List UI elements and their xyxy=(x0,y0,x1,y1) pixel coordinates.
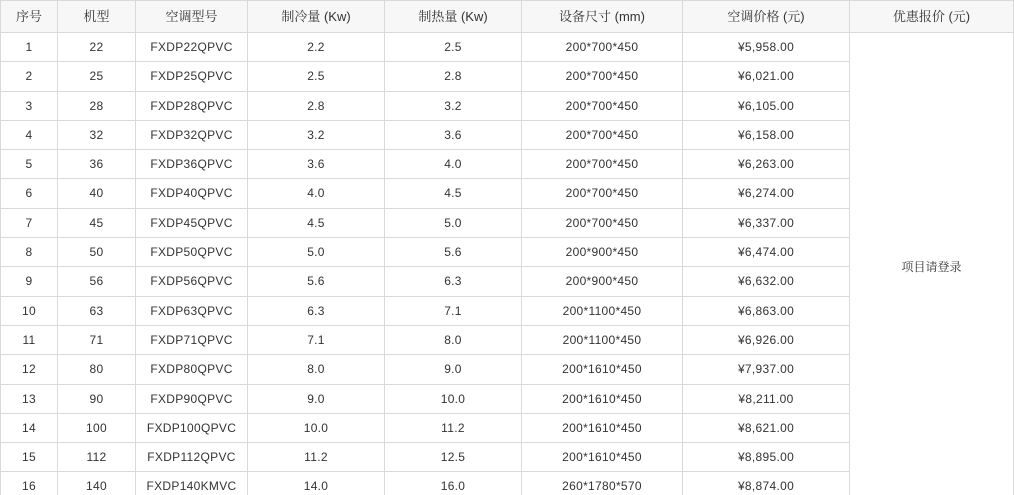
cell-dimensions: 200*1610*450 xyxy=(522,443,683,472)
cell-ac-model: FXDP100QPVC xyxy=(136,413,248,442)
cell-ac-model: FXDP50QPVC xyxy=(136,238,248,267)
cell-heating-capacity: 16.0 xyxy=(385,472,522,495)
cell-ac-model: FXDP80QPVC xyxy=(136,355,248,384)
cell-heating-capacity: 5.6 xyxy=(385,238,522,267)
cell-heating-capacity: 10.0 xyxy=(385,384,522,413)
cell-heating-capacity: 12.5 xyxy=(385,443,522,472)
cell-ac-model: FXDP56QPVC xyxy=(136,267,248,296)
cell-cooling-capacity: 5.0 xyxy=(248,238,385,267)
cell-cooling-capacity: 3.2 xyxy=(248,120,385,149)
cell-cooling-capacity: 7.1 xyxy=(248,325,385,354)
column-header-cooling-capacity: 制冷量 (Kw) xyxy=(248,1,385,33)
cell-dimensions: 200*900*450 xyxy=(522,238,683,267)
cell-heating-capacity: 2.8 xyxy=(385,62,522,91)
cell-dimensions: 200*1610*450 xyxy=(522,355,683,384)
cell-dimensions: 200*900*450 xyxy=(522,267,683,296)
cell-cooling-capacity: 6.3 xyxy=(248,296,385,325)
cell-dimensions: 200*1610*450 xyxy=(522,384,683,413)
table-row xyxy=(1,33,1014,62)
cell-ac-model: FXDP36QPVC xyxy=(136,150,248,179)
cell-machine-type: 40 xyxy=(58,179,136,208)
cell-index: 1 xyxy=(1,33,58,62)
cell-index: 6 xyxy=(1,179,58,208)
cell-dimensions: 200*1100*450 xyxy=(522,296,683,325)
cell-price: ¥6,632.00 xyxy=(683,267,850,296)
table-header xyxy=(1,1,1014,33)
cell-dimensions: 200*700*450 xyxy=(522,91,683,120)
cell-machine-type: 100 xyxy=(58,413,136,442)
cell-index: 8 xyxy=(1,238,58,267)
cell-machine-type: 28 xyxy=(58,91,136,120)
cell-price: ¥6,263.00 xyxy=(683,150,850,179)
cell-index: 15 xyxy=(1,443,58,472)
cell-dimensions: 200*1100*450 xyxy=(522,325,683,354)
cell-cooling-capacity: 9.0 xyxy=(248,384,385,413)
cell-machine-type: 80 xyxy=(58,355,136,384)
cell-machine-type: 56 xyxy=(58,267,136,296)
cell-dimensions: 200*700*450 xyxy=(522,120,683,149)
table-body xyxy=(1,33,1014,495)
cell-cooling-capacity: 2.5 xyxy=(248,62,385,91)
column-header-index: 序号 xyxy=(1,1,58,33)
cell-dimensions: 200*700*450 xyxy=(522,208,683,237)
cell-machine-type: 63 xyxy=(58,296,136,325)
cell-machine-type: 140 xyxy=(58,472,136,495)
cell-cooling-capacity: 4.5 xyxy=(248,208,385,237)
cell-cooling-capacity: 2.8 xyxy=(248,91,385,120)
cell-ac-model: FXDP63QPVC xyxy=(136,296,248,325)
table-header-row xyxy=(1,1,1014,33)
cell-machine-type: 25 xyxy=(58,62,136,91)
cell-ac-model: FXDP28QPVC xyxy=(136,91,248,120)
cell-index: 4 xyxy=(1,120,58,149)
cell-heating-capacity: 3.6 xyxy=(385,120,522,149)
cell-index: 13 xyxy=(1,384,58,413)
cell-price: ¥6,926.00 xyxy=(683,325,850,354)
cell-ac-model: FXDP25QPVC xyxy=(136,62,248,91)
cell-price: ¥6,337.00 xyxy=(683,208,850,237)
cell-index: 10 xyxy=(1,296,58,325)
cell-machine-type: 32 xyxy=(58,120,136,149)
cell-cooling-capacity: 10.0 xyxy=(248,413,385,442)
cell-price: ¥8,621.00 xyxy=(683,413,850,442)
cell-ac-model: FXDP45QPVC xyxy=(136,208,248,237)
cell-index: 5 xyxy=(1,150,58,179)
cell-price: ¥7,937.00 xyxy=(683,355,850,384)
cell-heating-capacity: 4.5 xyxy=(385,179,522,208)
cell-cooling-capacity: 4.0 xyxy=(248,179,385,208)
cell-index: 7 xyxy=(1,208,58,237)
cell-dimensions: 200*700*450 xyxy=(522,62,683,91)
cell-index: 11 xyxy=(1,325,58,354)
column-header-machine-type: 机型 xyxy=(58,1,136,33)
cell-heating-capacity: 5.0 xyxy=(385,208,522,237)
cell-dimensions: 200*1610*450 xyxy=(522,413,683,442)
discount-price-login-notice[interactable]: 项目请登录 xyxy=(850,33,1014,495)
cell-index: 14 xyxy=(1,413,58,442)
cell-index: 9 xyxy=(1,267,58,296)
cell-dimensions: 200*700*450 xyxy=(522,150,683,179)
cell-heating-capacity: 4.0 xyxy=(385,150,522,179)
cell-machine-type: 71 xyxy=(58,325,136,354)
cell-ac-model: FXDP32QPVC xyxy=(136,120,248,149)
cell-price: ¥6,105.00 xyxy=(683,91,850,120)
cell-machine-type: 22 xyxy=(58,33,136,62)
cell-cooling-capacity: 2.2 xyxy=(248,33,385,62)
cell-machine-type: 45 xyxy=(58,208,136,237)
cell-dimensions: 200*700*450 xyxy=(522,179,683,208)
cell-dimensions: 260*1780*570 xyxy=(522,472,683,495)
cell-heating-capacity: 2.5 xyxy=(385,33,522,62)
cell-price: ¥8,211.00 xyxy=(683,384,850,413)
cell-ac-model: FXDP40QPVC xyxy=(136,179,248,208)
cell-index: 16 xyxy=(1,472,58,495)
cell-heating-capacity: 6.3 xyxy=(385,267,522,296)
cell-price: ¥8,874.00 xyxy=(683,472,850,495)
cell-machine-type: 112 xyxy=(58,443,136,472)
cell-index: 2 xyxy=(1,62,58,91)
cell-price: ¥6,474.00 xyxy=(683,238,850,267)
cell-ac-model: FXDP22QPVC xyxy=(136,33,248,62)
cell-dimensions: 200*700*450 xyxy=(522,33,683,62)
cell-ac-model: FXDP140KMVC xyxy=(136,472,248,495)
cell-heating-capacity: 3.2 xyxy=(385,91,522,120)
cell-price: ¥6,021.00 xyxy=(683,62,850,91)
column-header-dimensions: 设备尺寸 (mm) xyxy=(522,1,683,33)
column-header-ac-model: 空调型号 xyxy=(136,1,248,33)
cell-heating-capacity: 11.2 xyxy=(385,413,522,442)
cell-machine-type: 90 xyxy=(58,384,136,413)
cell-ac-model: FXDP112QPVC xyxy=(136,443,248,472)
cell-price: ¥6,863.00 xyxy=(683,296,850,325)
cell-machine-type: 36 xyxy=(58,150,136,179)
cell-heating-capacity: 7.1 xyxy=(385,296,522,325)
cell-machine-type: 50 xyxy=(58,238,136,267)
cell-cooling-capacity: 8.0 xyxy=(248,355,385,384)
cell-cooling-capacity: 3.6 xyxy=(248,150,385,179)
column-header-heating-capacity: 制热量 (Kw) xyxy=(385,1,522,33)
cell-cooling-capacity: 5.6 xyxy=(248,267,385,296)
cell-index: 12 xyxy=(1,355,58,384)
cell-cooling-capacity: 11.2 xyxy=(248,443,385,472)
column-header-discount-price: 优惠报价 (元) xyxy=(850,1,1014,33)
cell-heating-capacity: 9.0 xyxy=(385,355,522,384)
cell-index: 3 xyxy=(1,91,58,120)
cell-cooling-capacity: 14.0 xyxy=(248,472,385,495)
column-header-price: 空调价格 (元) xyxy=(683,1,850,33)
cell-price: ¥5,958.00 xyxy=(683,33,850,62)
cell-ac-model: FXDP71QPVC xyxy=(136,325,248,354)
cell-heating-capacity: 8.0 xyxy=(385,325,522,354)
cell-price: ¥8,895.00 xyxy=(683,443,850,472)
cell-ac-model: FXDP90QPVC xyxy=(136,384,248,413)
cell-price: ¥6,274.00 xyxy=(683,179,850,208)
cell-price: ¥6,158.00 xyxy=(683,120,850,149)
